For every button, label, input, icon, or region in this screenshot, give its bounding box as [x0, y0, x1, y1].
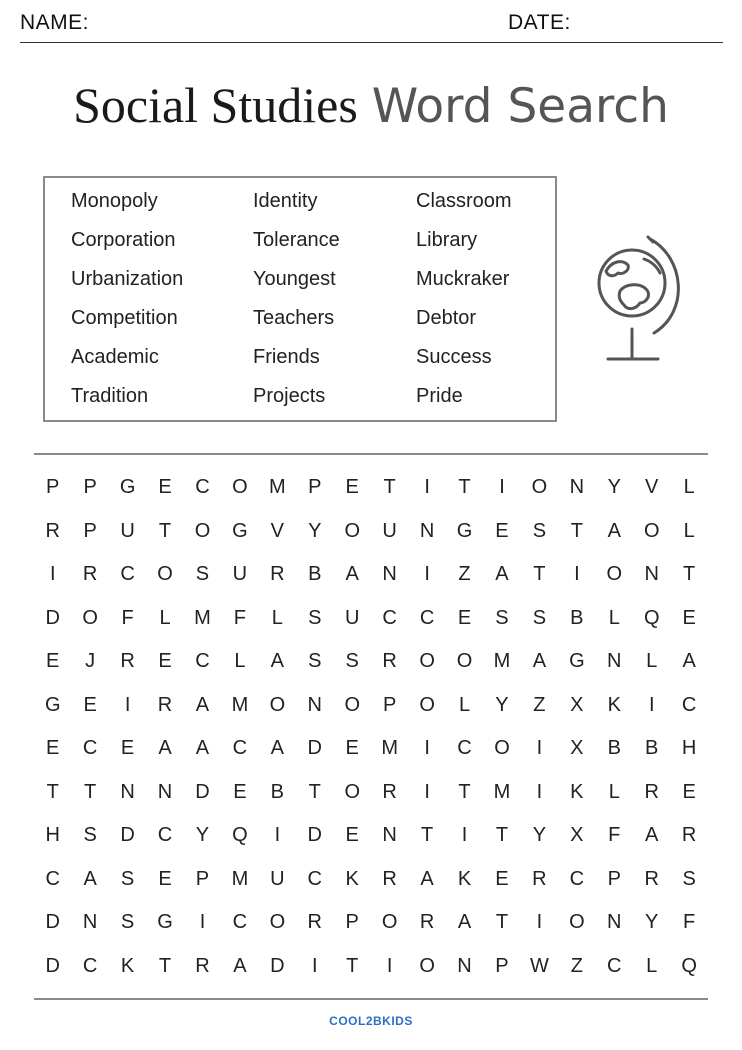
grid-letter[interactable]: D [270, 954, 285, 977]
grid-letter[interactable]: Z [458, 563, 471, 585]
grid-row [34, 510, 708, 554]
grid-letter[interactable]: E [83, 693, 97, 716]
grid-letter[interactable]: A [195, 693, 210, 716]
grid-letter[interactable]: R [644, 780, 659, 803]
grid-letter[interactable]: W [529, 954, 549, 977]
grid-row [34, 901, 708, 945]
grid-letter[interactable]: C [457, 737, 472, 759]
grid-row [34, 553, 708, 597]
grid-letter[interactable]: K [345, 867, 359, 890]
word-item: Tradition [71, 385, 149, 407]
grid-letter[interactable]: S [532, 519, 547, 542]
grid-letter[interactable]: D [307, 737, 322, 759]
grid-letter[interactable]: U [270, 867, 285, 890]
grid-letter[interactable]: C [157, 824, 173, 846]
grid-letter[interactable]: C [307, 867, 322, 890]
grid-letter[interactable]: L [458, 693, 471, 716]
grid-letter[interactable]: K [120, 954, 135, 977]
grid-letter[interactable]: I [424, 737, 430, 759]
grid-letter[interactable]: U [120, 519, 135, 542]
grid-letter[interactable]: R [307, 911, 322, 933]
grid-letter[interactable]: G [119, 476, 136, 498]
grid-letter[interactable]: M [194, 606, 211, 629]
grid-letter[interactable]: C [681, 693, 697, 716]
grid-letter[interactable]: E [495, 867, 509, 890]
grid-letter[interactable]: E [682, 780, 696, 803]
brand-logo: COOL2BKIDS [329, 1014, 413, 1028]
grid-letter[interactable]: E [158, 476, 172, 498]
grid-letter[interactable]: O [381, 911, 398, 933]
grid-letter[interactable]: O [531, 476, 548, 498]
grid-row [34, 640, 708, 684]
word-column-3 [416, 187, 512, 421]
grid-letter[interactable]: C [607, 954, 622, 977]
grid-letter[interactable]: S [195, 563, 210, 585]
grid-letter[interactable]: I [274, 824, 281, 846]
grid-letter[interactable]: O [157, 563, 173, 585]
grid-letter[interactable]: L [608, 780, 620, 803]
grid-letter[interactable]: B [308, 563, 322, 585]
grid-letter[interactable]: E [158, 867, 172, 890]
word-item: Corporation [71, 229, 176, 251]
word-item: Competition [71, 307, 178, 329]
grid-letter[interactable]: S [83, 824, 97, 846]
grid-letter[interactable]: T [683, 563, 696, 585]
grid-row [34, 727, 708, 771]
grid-letter[interactable]: U [382, 519, 397, 542]
grid-letter[interactable]: X [570, 737, 584, 759]
title-part-2: Word Search [371, 79, 669, 134]
grid-letter[interactable]: I [536, 737, 543, 759]
grid-letter[interactable]: E [345, 824, 359, 846]
word-item: Youngest [253, 268, 336, 290]
grid-letter[interactable]: E [682, 606, 696, 629]
grid-letter[interactable]: X [570, 824, 584, 846]
grid-letter[interactable]: C [232, 737, 248, 759]
grid-letter[interactable]: C [120, 563, 135, 585]
grid-letter[interactable]: O [194, 519, 211, 542]
grid-letter[interactable]: E [46, 650, 60, 672]
grid-letter[interactable]: R [45, 519, 60, 542]
grid-letter[interactable]: S [308, 650, 322, 672]
grid-letter[interactable]: O [494, 737, 510, 759]
grid-letter[interactable]: M [381, 737, 398, 759]
grid-letter[interactable]: L [608, 606, 620, 629]
word-item: Success [416, 346, 492, 368]
grid-letter[interactable]: A [345, 563, 359, 585]
grid-letter[interactable]: T [346, 954, 359, 977]
grid-row [34, 684, 708, 728]
grid-letter[interactable]: R [532, 867, 547, 890]
grid-letter[interactable]: Q [232, 824, 248, 846]
grid-letter[interactable]: X [570, 693, 584, 716]
grid-letter[interactable]: E [233, 780, 247, 803]
grid-letter[interactable]: A [158, 737, 172, 759]
grid-letter[interactable]: N [307, 693, 322, 716]
grid-letter[interactable]: C [82, 954, 98, 977]
grid-letter[interactable]: S [682, 867, 696, 890]
grid-letter[interactable]: O [344, 519, 360, 542]
grid-letter[interactable]: E [495, 519, 509, 542]
word-column-1 [71, 187, 183, 421]
grid-letter[interactable]: I [536, 780, 543, 803]
grid-letter[interactable]: N [607, 911, 622, 933]
grid-letter[interactable]: R [382, 780, 397, 803]
grid-letter[interactable]: L [683, 519, 695, 542]
grid-letter[interactable]: Z [533, 693, 546, 716]
grid-letter[interactable]: R [419, 911, 435, 933]
grid-letter[interactable]: O [643, 519, 660, 542]
grid-letter[interactable]: I [312, 954, 318, 977]
grid-letter[interactable]: Y [645, 911, 659, 933]
grid-letter[interactable]: R [195, 954, 210, 977]
grid-letter[interactable]: O [419, 650, 435, 672]
grid-letter[interactable]: O [456, 650, 473, 672]
grid-letter[interactable]: A [83, 867, 97, 890]
grid-letter[interactable]: I [124, 693, 131, 716]
word-item: Friends [253, 346, 320, 368]
grid-letter[interactable]: N [120, 780, 135, 803]
grid-letter[interactable]: M [269, 476, 286, 498]
grid-row [34, 945, 708, 989]
grid-letter[interactable]: T [158, 954, 172, 977]
grid-letter[interactable]: I [386, 954, 393, 977]
grid-letter[interactable]: T [533, 563, 546, 585]
grid-letter[interactable]: F [608, 824, 621, 846]
grid-letter[interactable]: S [495, 606, 509, 629]
grid-letter[interactable]: N [419, 519, 435, 542]
grid-letter[interactable]: O [419, 954, 435, 977]
grid-letter[interactable]: A [233, 954, 247, 977]
grid-letter[interactable]: C [195, 476, 210, 498]
grid-letter[interactable]: O [344, 693, 360, 716]
grid-letter[interactable]: P [195, 867, 210, 890]
grid-letter[interactable]: L [683, 476, 695, 498]
grid-letter[interactable]: D [45, 606, 60, 629]
grid-letter[interactable]: P [607, 867, 621, 890]
grid-letter[interactable]: V [270, 519, 285, 542]
name-label: NAME: [20, 11, 90, 34]
grid-letter[interactable]: I [424, 780, 430, 803]
grid-letter[interactable]: N [382, 824, 397, 846]
grid-letter[interactable]: F [121, 606, 134, 629]
grid-row [34, 597, 708, 641]
word-column-2 [253, 187, 340, 421]
grid-letter[interactable]: B [645, 737, 659, 759]
grid-letter[interactable]: P [495, 954, 509, 977]
grid-letter[interactable]: O [269, 693, 286, 716]
grid-letter[interactable]: C [569, 867, 585, 890]
grid-letter[interactable]: E [46, 737, 60, 759]
grid-letter[interactable]: T [84, 780, 97, 803]
grid-letter[interactable]: A [495, 563, 509, 585]
grid-letter[interactable]: T [46, 780, 59, 803]
grid-letter[interactable]: I [49, 563, 56, 585]
grid-letter[interactable]: L [234, 650, 246, 672]
grid-letter[interactable]: A [270, 650, 285, 672]
grid-letter[interactable]: T [158, 519, 172, 542]
grid-letter[interactable]: F [683, 911, 696, 933]
grid-letter[interactable]: P [308, 476, 322, 498]
grid-letter[interactable]: R [382, 867, 397, 890]
grid-letter[interactable]: T [308, 780, 321, 803]
grid-letter[interactable]: E [457, 606, 472, 629]
grid-letter[interactable]: A [607, 519, 621, 542]
grid-letter[interactable]: G [456, 519, 473, 542]
grid-letter[interactable]: Y [195, 824, 210, 846]
grid-letter[interactable]: A [270, 737, 285, 759]
word-item: Tolerance [253, 229, 340, 251]
grid-letter[interactable]: T [570, 519, 583, 542]
grid-letter[interactable]: N [457, 954, 472, 977]
grid-letter[interactable]: B [570, 606, 584, 629]
grid-letter[interactable]: E [345, 476, 359, 498]
grid-letter[interactable]: A [682, 650, 696, 672]
grid-letter[interactable]: R [270, 563, 285, 585]
grid-letter[interactable]: T [458, 476, 471, 498]
word-item: Muckraker [416, 268, 510, 290]
grid-letter[interactable]: I [461, 824, 468, 846]
word-item: Teachers [253, 307, 335, 329]
grid-letter[interactable]: C [45, 867, 60, 890]
grid-letter[interactable]: B [270, 780, 285, 803]
grid-letter[interactable]: A [645, 824, 659, 846]
grid-letter[interactable]: O [269, 911, 286, 933]
grid-letter[interactable]: I [424, 563, 430, 585]
grid-letter[interactable]: C [82, 737, 98, 759]
grid-letter[interactable]: O [569, 911, 585, 933]
grid-letter[interactable]: K [457, 867, 472, 890]
grid-bottom-rule [34, 998, 708, 1000]
grid-letter[interactable]: K [607, 693, 621, 716]
grid-letter[interactable]: D [120, 824, 135, 846]
title-part-1: Social Studies [73, 77, 358, 133]
grid-top-rule [34, 453, 708, 455]
grid-letter[interactable]: M [493, 780, 511, 803]
grid-letter[interactable]: I [499, 476, 505, 498]
grid-row [34, 814, 708, 858]
grid-letter[interactable]: O [419, 693, 435, 716]
grid-letter[interactable]: F [233, 606, 247, 629]
word-search-grid [34, 466, 708, 988]
word-item: Identity [253, 190, 318, 212]
grid-letter[interactable]: J [85, 650, 96, 672]
grid-letter[interactable]: M [231, 693, 249, 716]
grid-letter[interactable]: P [83, 476, 97, 498]
grid-letter[interactable]: I [199, 911, 206, 933]
word-item: Library [416, 229, 478, 251]
grid-letter[interactable]: B [607, 737, 621, 759]
grid-letter[interactable]: E [345, 737, 359, 759]
grid-row [34, 771, 708, 815]
grid-letter[interactable]: A [457, 911, 472, 933]
grid-letter[interactable]: I [574, 563, 580, 585]
date-label: DATE: [508, 11, 571, 34]
grid-letter[interactable]: I [424, 476, 430, 498]
grid-letter[interactable]: D [45, 911, 60, 933]
grid-letter[interactable]: Q [681, 954, 697, 977]
grid-letter[interactable]: T [495, 911, 509, 933]
grid-letter[interactable]: L [271, 606, 283, 629]
grid-letter[interactable]: K [570, 780, 584, 803]
grid-letter[interactable]: O [344, 780, 360, 803]
grid-letter[interactable]: N [644, 563, 659, 585]
grid-letter[interactable]: S [120, 911, 135, 933]
grid-letter[interactable]: P [46, 476, 60, 498]
grid-letter[interactable]: S [308, 606, 322, 629]
grid-letter[interactable]: N [569, 476, 585, 498]
globe-icon [592, 233, 688, 365]
word-item: Monopoly [71, 190, 158, 212]
grid-letter[interactable]: R [382, 650, 397, 672]
grid-letter[interactable]: C [382, 606, 397, 629]
grid-letter[interactable]: H [681, 737, 697, 759]
grid-letter[interactable]: S [345, 650, 359, 672]
page-title [0, 72, 742, 140]
grid-letter[interactable]: R [681, 824, 697, 846]
grid-letter[interactable]: D [307, 824, 322, 846]
grid-letter[interactable]: Y [308, 519, 322, 542]
grid-letter[interactable]: R [82, 563, 98, 585]
grid-letter[interactable]: D [45, 954, 60, 977]
grid-letter[interactable]: R [644, 867, 659, 890]
grid-letter[interactable]: I [648, 693, 655, 716]
word-item: Urbanization [71, 268, 184, 290]
grid-letter[interactable]: P [83, 519, 97, 542]
grid-letter[interactable]: U [232, 563, 248, 585]
grid-letter[interactable]: M [231, 867, 249, 890]
grid-letter[interactable]: T [495, 824, 509, 846]
grid-letter[interactable]: A [532, 650, 547, 672]
grid-letter[interactable]: L [646, 954, 658, 977]
grid-letter[interactable]: V [645, 476, 659, 498]
grid-letter[interactable]: P [345, 911, 359, 933]
grid-letter[interactable]: T [458, 780, 471, 803]
grid-letter[interactable]: G [232, 519, 248, 542]
grid-letter[interactable]: M [493, 650, 511, 672]
grid-letter[interactable]: A [195, 737, 210, 759]
grid-letter[interactable]: R [157, 693, 173, 716]
grid-letter[interactable]: U [344, 606, 360, 629]
grid-letter[interactable]: T [420, 824, 434, 846]
grid-letter[interactable]: L [159, 606, 171, 629]
word-item: Pride [416, 385, 463, 407]
grid-letter[interactable]: O [82, 606, 98, 629]
grid-letter[interactable]: Y [532, 824, 547, 846]
word-list-box [43, 176, 557, 422]
grid-letter[interactable]: N [157, 780, 173, 803]
grid-letter[interactable]: O [606, 563, 623, 585]
grid-letter[interactable]: L [646, 650, 658, 672]
grid-letter[interactable]: Z [570, 954, 583, 977]
grid-letter[interactable]: Y [607, 476, 621, 498]
grid-row [34, 466, 708, 510]
grid-letter[interactable]: C [232, 911, 248, 933]
grid-letter[interactable]: S [120, 867, 135, 890]
grid-letter[interactable]: Y [495, 693, 509, 716]
grid-letter[interactable]: N [607, 650, 622, 672]
word-item: Classroom [416, 190, 512, 212]
header-line [20, 8, 723, 43]
grid-letter[interactable]: A [420, 867, 434, 890]
grid-letter[interactable]: G [157, 911, 173, 933]
grid-letter[interactable]: E [158, 650, 172, 672]
word-item: Debtor [416, 307, 477, 329]
grid-letter[interactable]: T [383, 476, 396, 498]
grid-letter[interactable]: C [419, 606, 435, 629]
grid-letter[interactable]: Q [643, 606, 660, 629]
grid-letter[interactable]: G [44, 693, 61, 716]
grid-letter[interactable]: N [82, 911, 98, 933]
grid-letter[interactable]: P [382, 693, 397, 716]
grid-letter[interactable]: C [195, 650, 210, 672]
grid-letter[interactable]: O [232, 476, 248, 498]
grid-letter[interactable]: E [120, 737, 135, 759]
grid-letter[interactable]: N [382, 563, 397, 585]
word-item: Projects [253, 385, 326, 407]
grid-letter[interactable]: D [195, 780, 210, 803]
grid-letter[interactable]: R [120, 650, 135, 672]
grid-row [34, 858, 708, 902]
grid-letter[interactable]: H [45, 824, 60, 846]
word-item: Academic [71, 346, 159, 368]
grid-letter[interactable]: G [569, 650, 585, 672]
grid-letter[interactable]: I [536, 911, 543, 933]
grid-letter[interactable]: S [532, 606, 547, 629]
